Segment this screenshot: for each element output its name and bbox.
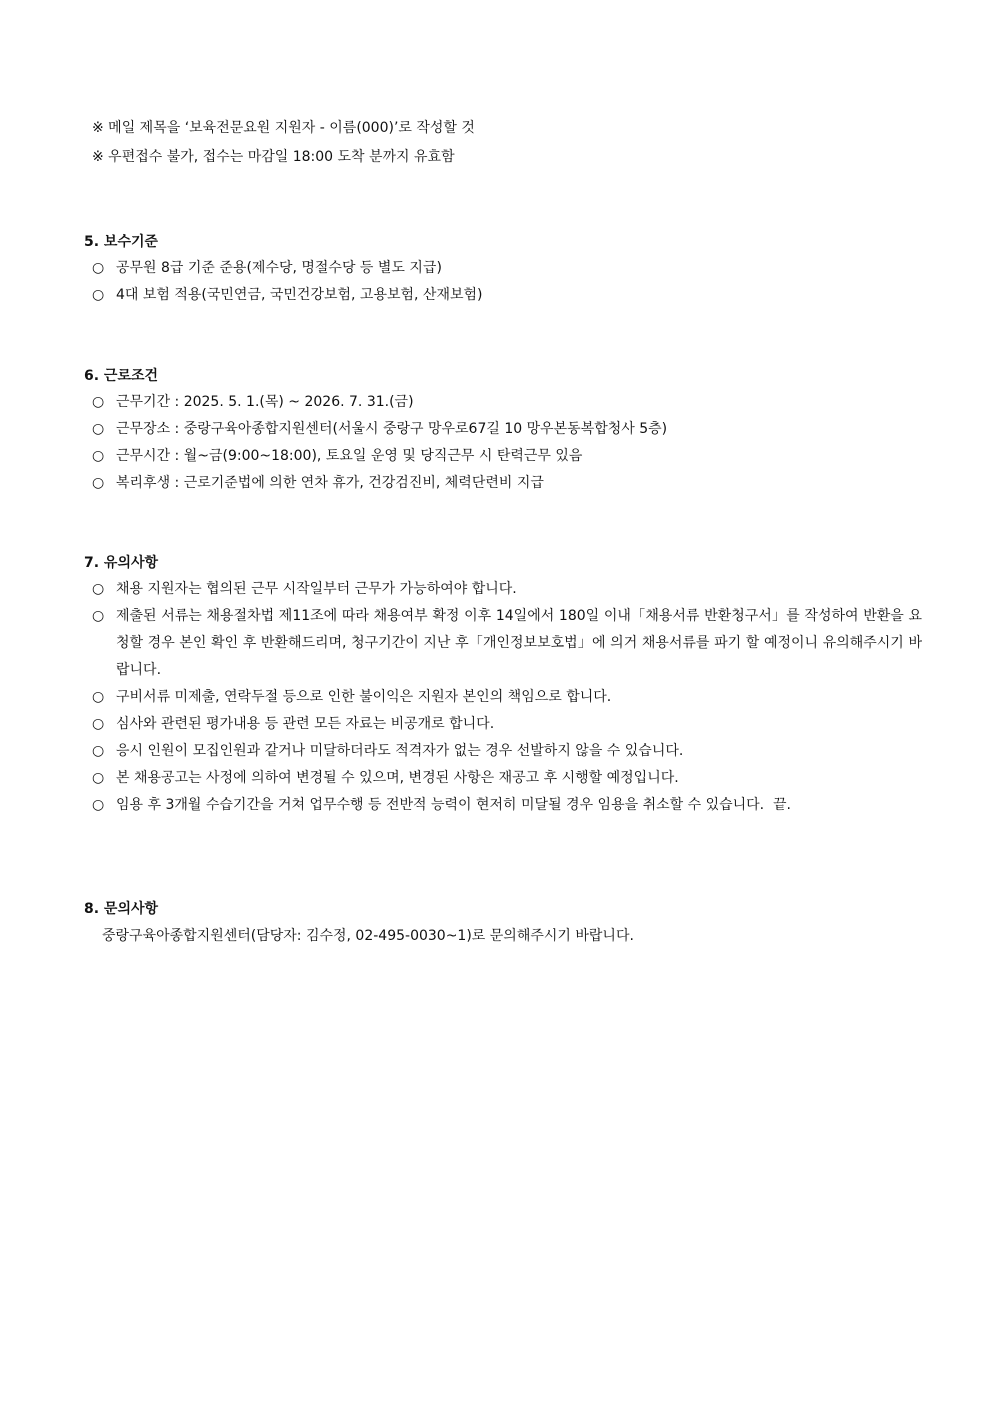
list-item	[92, 765, 922, 792]
section-title-inquiries: 8. 문의사항	[84, 901, 159, 917]
list-item	[92, 443, 922, 470]
section-title-working-conditions: 6. 근로조건	[84, 368, 159, 384]
bullet-circle-icon: ○	[92, 394, 105, 410]
bullet-circle-icon: ○	[92, 475, 105, 491]
section-title-salary: 5. 보수기준	[84, 234, 159, 250]
bullet-circle-icon: ○	[92, 421, 105, 437]
list-item	[92, 603, 922, 684]
list-item	[92, 711, 922, 738]
list-item	[92, 470, 922, 497]
bullet-circle-icon: ○	[92, 581, 105, 597]
list-item-text: 4대 보험 적용(국민연금, 국민건강보험, 고용보험, 산재보험)	[116, 287, 483, 303]
bullet-circle-icon: ○	[92, 743, 105, 759]
bullet-circle-icon: ○	[92, 608, 105, 624]
note-submission-deadline: ※ 우편접수 불가, 접수는 마감일 18:00 도착 분까지 유효함	[92, 149, 455, 165]
bullet-circle-icon: ○	[92, 689, 105, 705]
list-item-text: 복리후생 : 근로기준법에 의한 연차 휴가, 건강검진비, 체력단련비 지급	[116, 475, 544, 491]
inquiry-contact-text: 중랑구육아종합지원센터(담당자: 김수정, 02-495-0030~1)로 문의해주시기 바랍니다.	[102, 928, 634, 944]
list-item	[92, 255, 922, 282]
section-title-precautions: 7. 유의사항	[84, 555, 159, 571]
list-item-text: 응시 인원이 모집인원과 같거나 미달하더라도 적격자가 없는 경우 선발하지 않을 수 있습니다.	[116, 743, 684, 759]
bullet-circle-icon: ○	[92, 260, 105, 276]
list-item	[92, 738, 922, 765]
list-item-text: 구비서류 미제출, 연락두절 등으로 인한 불이익은 지원자 본인의 책임으로 합니다.	[116, 689, 612, 705]
list-item	[92, 416, 922, 443]
list-item	[92, 576, 922, 603]
list-item	[92, 684, 922, 711]
list-item-text: 근무기간 : 2025. 5. 1.(목) ~ 2026. 7. 31.(금)	[116, 394, 414, 410]
list-item-text: 제출된 서류는 채용절차법 제11조에 따라 채용여부 확정 이후 14일에서 180일 이내「채용서류 반환청구서」를 작성하여 반환을 요청할 경우 본인 확인 후 반환해드리며, 청구기간이 지난 후「개인정보보호법」에 의거 채용서류를 파기 할 예정이니 유의해주시기 바랍니다.	[116, 608, 922, 678]
bullet-circle-icon: ○	[92, 287, 105, 303]
list-item-text: 근무시간 : 월~금(9:00~18:00), 토요일 운영 및 당직근무 시 탄력근무 있음	[116, 448, 583, 464]
bullet-circle-icon: ○	[92, 797, 105, 813]
list-item	[92, 389, 922, 416]
note-email-subject: ※ 메일 제목을 ‘보육전문요원 지원자 - 이름(000)’로 작성할 것	[92, 120, 475, 136]
list-item-text: 심사와 관련된 평가내용 등 관련 모든 자료는 비공개로 합니다.	[116, 716, 495, 732]
list-item-text: 근무장소 : 중랑구육아종합지원센터(서울시 중랑구 망우로67길 10 망우본동복합청사 5층)	[116, 421, 668, 437]
list-item-text: 본 채용공고는 사정에 의하여 변경될 수 있으며, 변경된 사항은 재공고 후 시행할 예정입니다.	[116, 770, 679, 786]
bullet-circle-icon: ○	[92, 448, 105, 464]
list-item	[92, 792, 882, 819]
list-item-text: 공무원 8급 기준 준용(제수당, 명절수당 등 별도 지급)	[116, 260, 442, 276]
bullet-circle-icon: ○	[92, 770, 105, 786]
list-item-text: 임용 후 3개월 수습기간을 거쳐 업무수행 등 전반적 능력이 현저히 미달될 경우 임용을 취소할 수 있습니다. 끝.	[116, 797, 791, 813]
bullet-circle-icon: ○	[92, 716, 105, 732]
list-item	[92, 282, 922, 309]
list-item-text: 채용 지원자는 협의된 근무 시작일부터 근무가 가능하여야 합니다.	[116, 581, 517, 597]
